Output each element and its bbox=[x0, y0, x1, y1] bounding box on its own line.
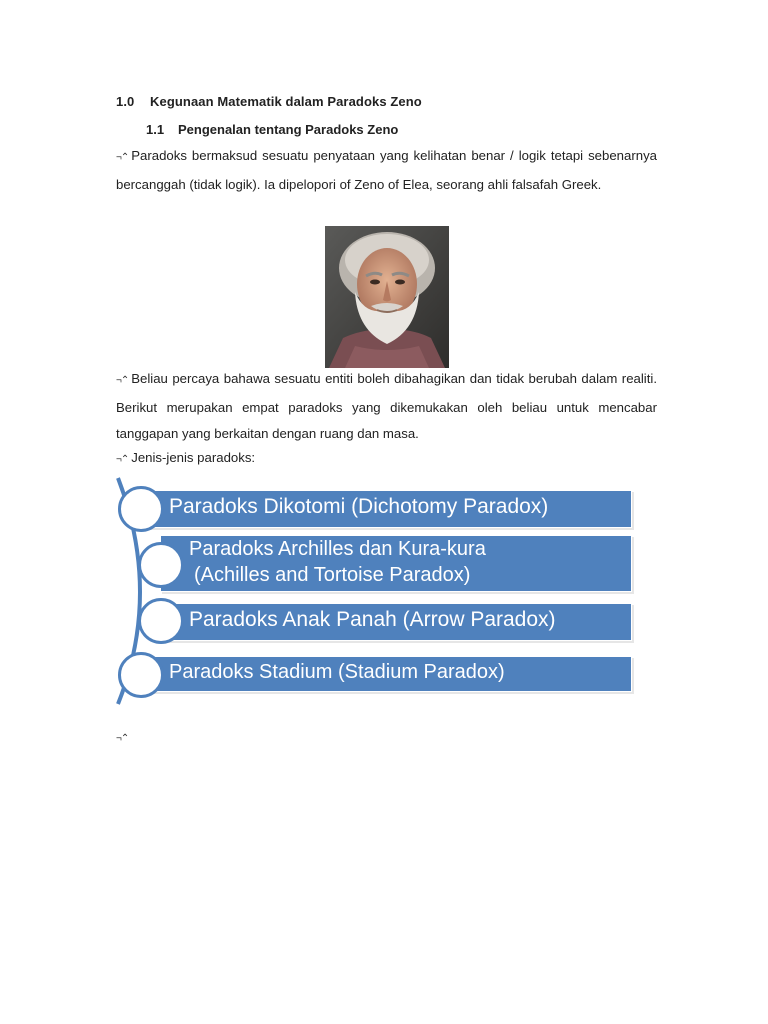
paragraph-definition bbox=[116, 143, 657, 198]
paradox-item-label: Paradoks Stadium (Stadium Paradox) bbox=[169, 661, 505, 683]
heading-2-title: Pengenalan tentang Paradoks Zeno bbox=[178, 122, 399, 137]
list-bullet-circle bbox=[118, 652, 164, 698]
heading-2 bbox=[146, 122, 398, 137]
heading-1-number: 1.0 bbox=[116, 94, 135, 109]
list-bullet-circle bbox=[118, 486, 164, 532]
paradox-item-arrow bbox=[160, 603, 632, 641]
paragraph-belief bbox=[116, 366, 657, 448]
trailing-bullet-icon: ¬⌃ bbox=[116, 733, 129, 744]
paradox-item-achilles bbox=[160, 535, 632, 592]
paragraph-text: Paradoks bermaksud sesuatu penyataan yang kelihatan benar / logik tetapi sebenarnya bercanggah (tidak logik). Ia dipelopori of Zeno of Elea, seorang ahli falsafah Greek. bbox=[116, 148, 657, 192]
paradox-item-label-secondary: (Achilles and Tortoise Paradox) bbox=[194, 564, 471, 586]
heading-2-number: 1.1 bbox=[146, 122, 165, 137]
paragraph-types bbox=[116, 445, 657, 474]
paragraph-text: Beliau percaya bahawa sesuatu entiti boleh dibahagikan dan tidak berubah dalam realiti. Berikut merupakan empat paradoks yang dikemukakan oleh beliau untuk mencabar tanggapan yang berkaitan dengan ruang dan masa. bbox=[116, 371, 657, 441]
paradox-item-dichotomy bbox=[140, 490, 632, 528]
list-bullet-circle bbox=[138, 598, 184, 644]
zeno-portrait-image bbox=[325, 226, 449, 368]
paragraph-text: Jenis-jenis paradoks: bbox=[131, 450, 256, 465]
bullet-icon: ¬⌃ bbox=[116, 152, 129, 163]
paradox-item-stadium bbox=[140, 656, 632, 692]
paradox-list-diagram bbox=[110, 476, 640, 710]
paradox-item-label: Paradoks Dikotomi (Dichotomy Paradox) bbox=[169, 495, 549, 518]
heading-1-title: Kegunaan Matematik dalam Paradoks Zeno bbox=[150, 94, 422, 109]
bullet-icon: ¬⌃ bbox=[116, 454, 129, 465]
bullet-icon: ¬⌃ bbox=[116, 375, 129, 386]
paradox-item-label: Paradoks Anak Panah (Arrow Paradox) bbox=[189, 608, 556, 631]
list-bullet-circle bbox=[138, 542, 184, 588]
paradox-item-label: Paradoks Archilles dan Kura-kura bbox=[189, 538, 486, 560]
heading-1 bbox=[116, 94, 422, 109]
